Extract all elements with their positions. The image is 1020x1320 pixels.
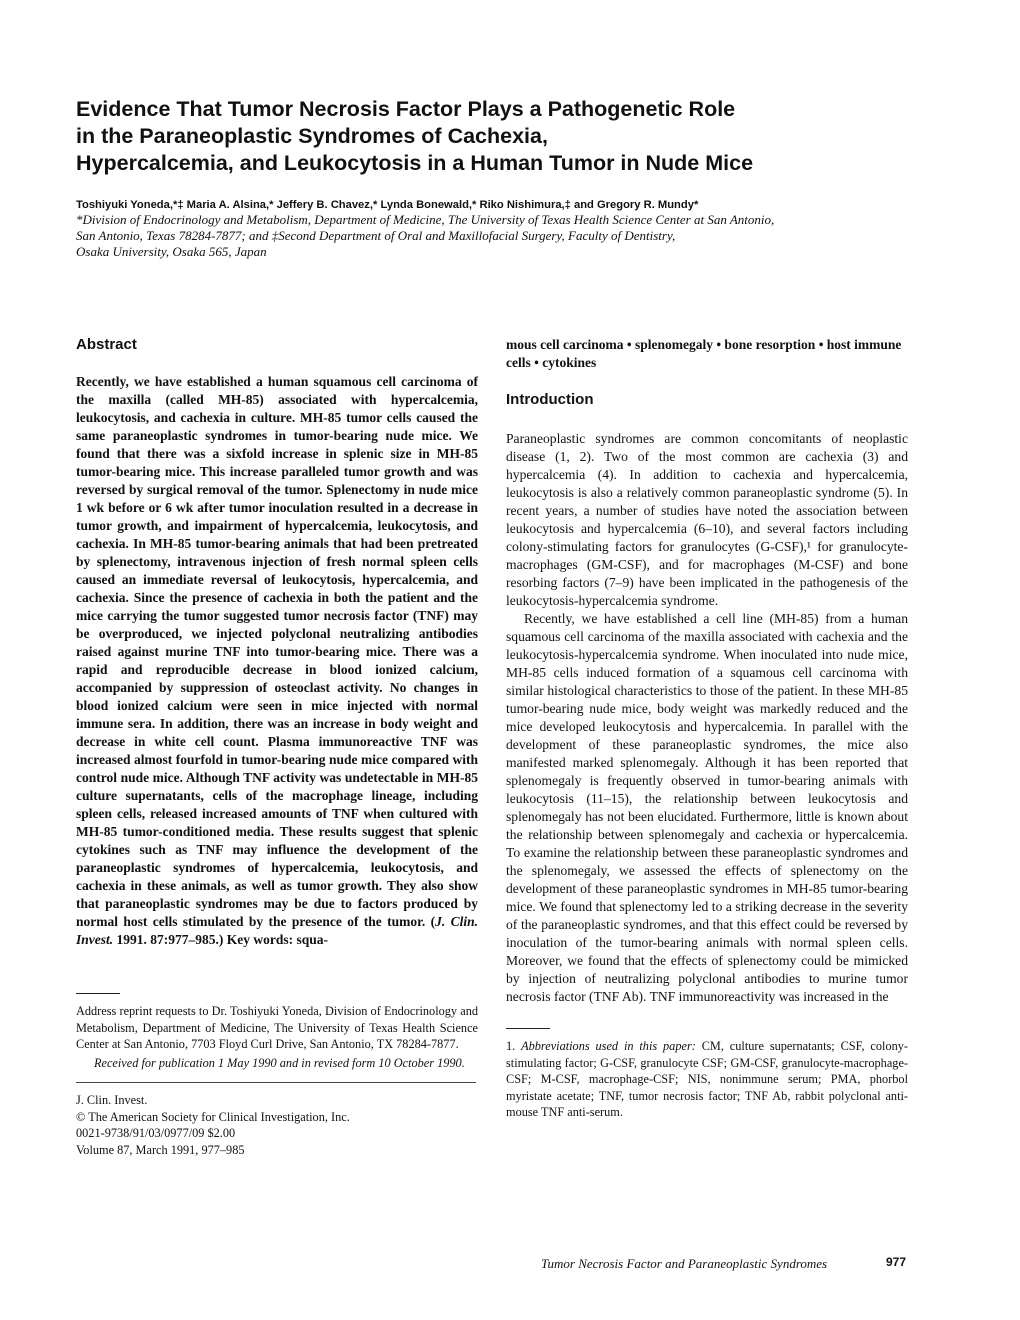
received-dates: Received for publication 1 May 1990 and in revised form 10 October 1990. xyxy=(94,1055,465,1070)
title-line-2: in the Paraneoplastic Syndromes of Cachexia, xyxy=(76,124,548,148)
volume-info: Volume 87, March 1991, 977–985 xyxy=(76,1142,245,1157)
footnote-label: 1. xyxy=(506,1039,522,1053)
footnote-divider xyxy=(506,1028,550,1029)
intro-paragraph-2: Recently, we have established a cell line (MH-85) from a human squamous cell carcinoma of the maxilla associated with cachexia and the leukocytosis-hypercalcemia syndrome. When inoculated into nude mice, MH-85 cells induced formation of a squamous cell carcinoma with similar histological characteristics to those of the patient. In these MH-85 tumor-bearing nude mice, body weight was markedly reduced and the mice developed leukocytosis and hypercalcemia. In parallel with the development of these paraneoplastic syndromes, the mice also manifested marked splenomegaly. Although it has been reported that splenomegaly is frequently observed in tumor-bearing animals with leukocytosis (11–15), the relationship between leukocytosis and splenomegaly has not been elucidated. Furthermore, little is known about the relationship between splenomegaly and cachexia or hypercalcemia. To examine the relationship between these paraneoplastic syndromes and the splenomegaly, we assessed the effects of splenectomy on the development of these paraneoplastic syndromes in MH-85 tumor-bearing mice. We found that splenectomy led to a striking decrease in the severity of the paraneoplastic syndromes, and that this effect could be reversed by inoculation of the tumor-bearing animals with normal spleen cells. Moreover, we found that the effects of splenectomy could be mimicked by injection of neutralizing polyclonal antibodies to murine tumor necrosis factor (TNF Ab). TNF immunoreactivity was increased in the xyxy=(506,611,908,1004)
footnote-lead: Abbreviations used in this paper: xyxy=(521,1039,696,1053)
abstract-heading: Abstract xyxy=(76,336,137,353)
abstract-citation-rest: 1991. 87:977–985.) Key words: squa- xyxy=(113,932,328,947)
introduction-heading: Introduction xyxy=(506,391,594,408)
footnote xyxy=(506,1038,908,1121)
issn-price: 0021-9738/91/03/0977/09 $2.00 xyxy=(76,1126,236,1140)
affiliations xyxy=(76,212,976,260)
journal-info-divider xyxy=(76,1082,476,1083)
left-column xyxy=(76,336,478,1158)
reprint-divider xyxy=(76,993,120,994)
abstract-text: Recently, we have established a human squamous cell carcinoma of the maxilla (called MH-85) associated with hypercalcemia, leukocytosis, and cachexia in culture. MH-85 tumor cells caused the same paraneoplastic syndromes in tumor-bearing nude mice. We found that there was a sixfold increase in splenic size in MH-85 tumor-bearing mice. This increase paralleled tumor growth and was reversed by surgical removal of the tumor. Splenectomy in nude mice 1 wk before or 6 wk after tumor inoculation resulted in a decrease in tumor growth, and impairment of hypercalcemia, leukocytosis, and cachexia. In MH-85 tumor-bearing animals that had been pretreated by splenectomy, intravenous injection of fresh normal spleen cells caused an immediate reversal of leukocytosis, hypercalcemia, and cachexia. Since the presence of cachexia in both the patient and the mice carrying the tumor suggested tumor necrosis factor (TNF) may be overproduced, we injected polyclonal neutralizing antibodies raised against murine TNF into tumor-bearing mice. There was a rapid and reproducible decrease in blood ionized calcium, accompanied by suppression of osteoclast activity. No changes in blood ionized calcium were seen in mice injected with normal immune sera. In addition, there was an increase in body weight and decrease in white cell count. Plasma immunoreactive TNF was increased almost fourfold in tumor-bearing nude mice compared with control nude mice. Although TNF activity was undetectable in MH-85 culture supernatants, cells of the macrophage lineage, including spleen cells, released increased amounts of TNF when cultured with MH-85 tumor-conditioned media. These results suggest that splenic cytokines such as TNF may influence the development of the paraneoplastic syndromes of hypercalcemia, leukocytosis, and cachexia in these animals, as well as tumor growth. They also show that paraneoplastic syndromes may be due to factors produced by normal host cells stimulated by the presence of the tumor. ( xyxy=(76,374,478,929)
author-list: Toshiyuki Yoneda,*‡ Maria A. Alsina,* Jeffery B. Chavez,* Lynda Bonewald,* Riko Nishimura,‡ and Gregory R. Mundy* xyxy=(76,199,699,211)
journal-name: J. Clin. Invest. xyxy=(76,1093,148,1107)
intro-paragraph-1: Paraneoplastic syndromes are common concomitants of neoplastic disease (1, 2). Two of the most common are cachexia (3) and hypercalcemia (4). In addition to cachexia and hypercalcemia, leukocytosis is also a relatively common paraneoplastic syndrome (5). In recent years, a number of studies have noted the association between leukocytosis and hypercalcemia (6–10), and several factors including colony-stimulating factors for granulocytes (G-CSF),¹ for granulocyte-macrophages (GM-CSF), and for macrophages (M-CSF) and bone resorbing factors (7–9) have been implicated in the pathogenesis of the leukocytosis-hypercalcemia syndrome. xyxy=(506,431,908,608)
affiliation-line-1: *Division of Endocrinology and Metabolism, Department of Medicine, The University of Texas Health Science Center at San Antonio, xyxy=(76,212,775,227)
affiliation-line-3: Osaka University, Osaka 565, Japan xyxy=(76,244,267,259)
title-line-1: Evidence That Tumor Necrosis Factor Plays a Pathogenetic Role xyxy=(76,97,736,121)
keywords-continued: mous cell carcinoma • splenomegaly • bone resorption • host immune cells • cytokines xyxy=(506,337,902,370)
copyright: © The American Society for Clinical Investigation, Inc. xyxy=(76,1109,350,1124)
right-column xyxy=(506,336,908,1121)
abstract-body xyxy=(76,373,478,949)
affiliation-line-2: San Antonio, Texas 78284-7877; and ‡Second Department of Oral and Maxillofacial Surgery, Faculty of Dentistry, xyxy=(76,228,676,243)
reprint-requests: Address reprint requests to Dr. Toshiyuki Yoneda, Division of Endocrinology and Metabolism, Department of Medicine, The University of Texas Health Science Center at San Antonio, 7703 Floyd Curl Drive, San Antonio, TX 78284-7877. xyxy=(76,1004,478,1051)
abstract-citation: J. Clin. Invest. xyxy=(76,914,478,947)
footnote-text: CM, culture supernatants; CSF, colony-stimulating factor; G-CSF, granulocyte CSF; GM-CSF, granulocyte-macrophage-CSF; M-CSF, macrophage-CSF; NIS, nonimmune serum; PMA, phorbol myristate acetate; TNF, tumor necrosis factor; TNF Ab, rabbit polyclonal anti-mouse TNF anti-serum. xyxy=(506,1039,908,1119)
page-number: 977 xyxy=(886,1255,907,1269)
article-title xyxy=(76,96,956,177)
running-footer: Tumor Necrosis Factor and Paraneoplastic Syndromes xyxy=(541,1256,828,1271)
title-line-3: Hypercalcemia, and Leukocytosis in a Human Tumor in Nude Mice xyxy=(76,151,754,175)
journal-info xyxy=(76,1092,478,1158)
